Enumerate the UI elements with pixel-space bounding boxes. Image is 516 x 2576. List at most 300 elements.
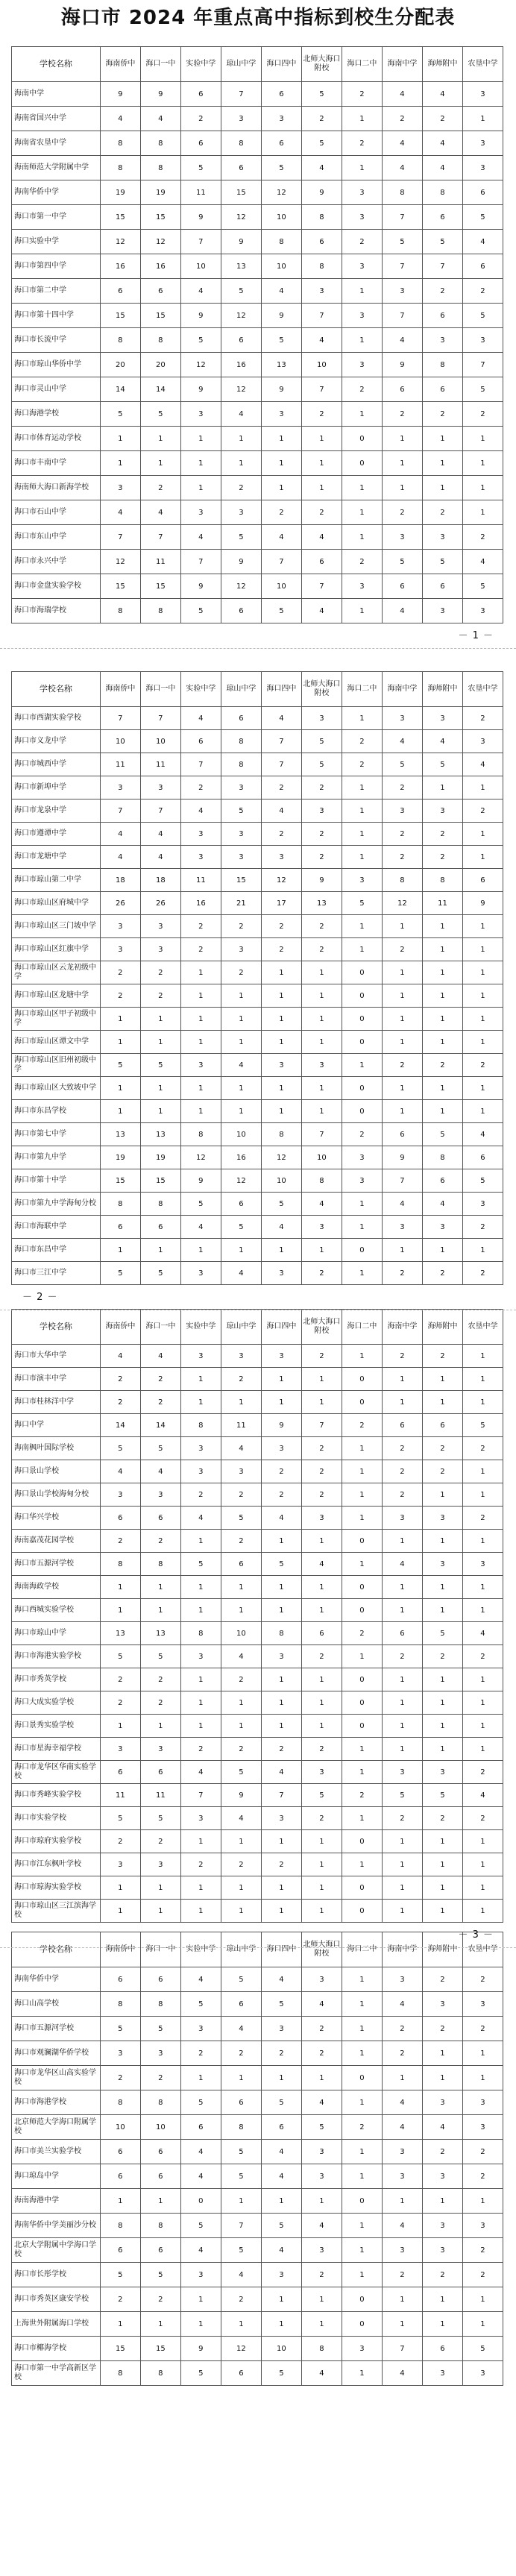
quota-cell: 3 <box>180 2017 221 2041</box>
school-name-cell: 北京大学附属中学海口学校 <box>12 2238 101 2263</box>
table-row <box>12 1262 503 1285</box>
column-header-school-name: 学校名称 <box>12 1932 101 1967</box>
school-name-cell: 海口市第一中学 <box>12 205 101 230</box>
quota-cell: 7 <box>261 753 301 776</box>
table-row <box>12 1761 503 1784</box>
quota-cell: 1 <box>140 1100 180 1123</box>
quota-cell: 3 <box>342 1146 382 1169</box>
quota-cell: 3 <box>462 2361 503 2386</box>
school-name-cell: 海口市琼山区三门坡中学 <box>12 915 101 938</box>
quota-cell: 5 <box>261 2361 301 2386</box>
quota-cell: 2 <box>301 776 342 799</box>
quota-cell: 2 <box>462 1262 503 1285</box>
quota-cell: 2 <box>140 984 180 1008</box>
quota-cell: 3 <box>100 1853 140 1876</box>
school-name-cell: 海口市琼山区云龙初级中学 <box>12 961 101 984</box>
quota-cell: 3 <box>342 869 382 892</box>
quota-cell: 1 <box>221 1876 261 1900</box>
allocation-table <box>11 671 503 1285</box>
quota-cell: 2 <box>301 1645 342 1668</box>
quota-cell: 3 <box>462 730 503 753</box>
column-header: 农垦中学 <box>462 1310 503 1345</box>
quota-cell: 1 <box>382 1576 422 1599</box>
quota-cell: 1 <box>261 1691 301 1715</box>
quota-cell: 1 <box>462 2189 503 2214</box>
column-header: 海南中学 <box>382 1310 422 1345</box>
table-row <box>12 1830 503 1853</box>
table-row <box>12 1807 503 1830</box>
quota-cell: 1 <box>462 1530 503 1553</box>
quota-cell: 2 <box>301 2041 342 2066</box>
quota-cell: 17 <box>261 892 301 915</box>
quota-cell: 2 <box>261 915 301 938</box>
quota-cell: 1 <box>221 451 261 476</box>
quota-cell: 2 <box>100 2287 140 2312</box>
quota-cell: 6 <box>221 1992 261 2017</box>
quota-cell: 1 <box>342 1992 382 2017</box>
quota-cell: 4 <box>100 107 140 131</box>
quota-cell: 3 <box>462 82 503 107</box>
quota-cell: 4 <box>261 1216 301 1239</box>
quota-cell: 3 <box>382 2140 422 2164</box>
school-name-cell: 海口市长彤学校 <box>12 2263 101 2287</box>
quota-cell: 0 <box>342 961 382 984</box>
quota-cell: 1 <box>422 1483 462 1507</box>
quota-cell: 1 <box>422 1008 462 1031</box>
school-name-cell: 海口市琼山区红旗中学 <box>12 938 101 961</box>
school-name-cell: 海口市琼山区龙塘中学 <box>12 984 101 1008</box>
quota-cell: 1 <box>100 1077 140 1100</box>
quota-cell: 7 <box>261 730 301 753</box>
quota-cell: 1 <box>342 279 382 304</box>
quota-cell: 2 <box>221 1530 261 1553</box>
quota-cell: 13 <box>140 1622 180 1645</box>
quota-cell: 1 <box>261 1391 301 1414</box>
quota-cell: 5 <box>140 1437 180 1460</box>
table-row <box>12 1967 503 1992</box>
column-header: 海口二中 <box>342 47 382 82</box>
quota-cell: 1 <box>462 427 503 451</box>
quota-cell: 4 <box>261 1507 301 1530</box>
quota-cell: 1 <box>342 2238 382 2263</box>
quota-cell: 1 <box>342 1054 382 1077</box>
quota-cell: 1 <box>342 1645 382 1668</box>
quota-cell: 6 <box>422 205 462 230</box>
school-name-cell: 上海世外附属海口学校 <box>12 2312 101 2337</box>
table-row <box>12 1691 503 1715</box>
quota-cell: 2 <box>462 1437 503 1460</box>
quota-cell: 0 <box>342 1368 382 1391</box>
quota-cell: 3 <box>301 2164 342 2189</box>
quota-cell: 2 <box>180 1483 221 1507</box>
quota-cell: 1 <box>261 1715 301 1738</box>
quota-cell: 2 <box>462 402 503 427</box>
quota-cell: 4 <box>462 1622 503 1645</box>
page-number: － 3 － <box>458 1929 494 1941</box>
quota-cell: 2 <box>382 1807 422 1830</box>
column-header: 海口四中 <box>261 1932 301 1967</box>
quota-cell: 8 <box>180 1414 221 1437</box>
quota-cell: 6 <box>100 1761 140 1784</box>
quota-cell: 1 <box>180 984 221 1008</box>
quota-cell: 1 <box>342 599 382 623</box>
quota-cell: 1 <box>422 451 462 476</box>
column-header: 海口四中 <box>261 1310 301 1345</box>
table-row <box>12 2066 503 2090</box>
quota-cell: 4 <box>140 107 180 131</box>
quota-cell: 8 <box>301 2337 342 2361</box>
quota-cell: 8 <box>422 869 462 892</box>
quota-cell: 10 <box>100 730 140 753</box>
quota-cell: 4 <box>462 1123 503 1146</box>
quota-cell: 3 <box>180 1345 221 1368</box>
quota-cell: 13 <box>261 353 301 377</box>
quota-cell: 1 <box>261 1900 301 1923</box>
quota-cell: 1 <box>462 1691 503 1715</box>
quota-cell: 2 <box>221 915 261 938</box>
quota-cell: 7 <box>382 2337 422 2361</box>
table-row <box>12 1437 503 1460</box>
quota-cell: 1 <box>462 915 503 938</box>
quota-cell: 3 <box>301 1967 342 1992</box>
quota-cell: 3 <box>422 1507 462 1530</box>
quota-cell: 6 <box>140 2164 180 2189</box>
quota-cell: 4 <box>221 2017 261 2041</box>
quota-cell: 1 <box>382 1077 422 1100</box>
school-name-cell: 海口市海港学校 <box>12 2090 101 2115</box>
table-row <box>12 500 503 525</box>
quota-cell: 8 <box>140 1193 180 1216</box>
quota-cell: 4 <box>462 753 503 776</box>
quota-cell: 2 <box>462 707 503 730</box>
quota-cell: 1 <box>301 2066 342 2090</box>
quota-cell: 4 <box>382 131 422 156</box>
quota-cell: 1 <box>342 328 382 353</box>
quota-cell: 1 <box>422 1239 462 1262</box>
quota-cell: 6 <box>180 131 221 156</box>
table-row <box>12 131 503 156</box>
quota-cell: 2 <box>422 402 462 427</box>
quota-cell: 3 <box>261 1345 301 1368</box>
quota-cell: 3 <box>261 107 301 131</box>
quota-cell: 1 <box>422 427 462 451</box>
quota-cell: 2 <box>301 1262 342 1285</box>
quota-cell: 9 <box>180 574 221 599</box>
column-header: 海南侨中 <box>100 672 140 707</box>
school-name-cell: 海口市三江中学 <box>12 1262 101 1285</box>
quota-cell: 2 <box>342 1123 382 1146</box>
quota-cell: 2 <box>100 2066 140 2090</box>
quota-cell: 1 <box>140 1876 180 1900</box>
quota-cell: 5 <box>462 1414 503 1437</box>
quota-cell: 1 <box>462 1900 503 1923</box>
quota-cell: 5 <box>301 2115 342 2140</box>
quota-cell: 6 <box>140 1967 180 1992</box>
quota-cell: 8 <box>140 1553 180 1576</box>
quota-cell: 1 <box>180 1530 221 1553</box>
quota-cell: 2 <box>261 2041 301 2066</box>
quota-cell: 1 <box>261 1876 301 1900</box>
quota-cell: 3 <box>301 707 342 730</box>
quota-cell: 2 <box>261 500 301 525</box>
quota-cell: 3 <box>342 2337 382 2361</box>
quota-cell: 19 <box>140 1146 180 1169</box>
quota-cell: 1 <box>221 1599 261 1622</box>
quota-cell: 4 <box>221 2263 261 2287</box>
quota-cell: 4 <box>221 1437 261 1460</box>
quota-cell: 15 <box>100 205 140 230</box>
quota-cell: 1 <box>261 1576 301 1599</box>
quota-cell: 3 <box>180 1645 221 1668</box>
quota-cell: 1 <box>301 1100 342 1123</box>
table-row <box>12 1216 503 1239</box>
quota-cell: 1 <box>462 961 503 984</box>
quota-cell: 2 <box>140 2287 180 2312</box>
quota-cell: 3 <box>382 707 422 730</box>
quota-cell: 6 <box>382 377 422 402</box>
table-row <box>12 1715 503 1738</box>
table-row <box>12 230 503 254</box>
quota-cell: 13 <box>100 1123 140 1146</box>
quota-cell: 3 <box>422 707 462 730</box>
quota-cell: 2 <box>261 1853 301 1876</box>
table-row <box>12 753 503 776</box>
school-name-cell: 海口市观澜湖华侨学校 <box>12 2041 101 2066</box>
table-row <box>12 2312 503 2337</box>
quota-cell: 4 <box>422 2115 462 2140</box>
table-row <box>12 107 503 131</box>
quota-cell: 4 <box>100 846 140 869</box>
school-name-cell: 海口景秀实验学校 <box>12 1715 101 1738</box>
quota-cell: 1 <box>422 938 462 961</box>
quota-cell: 2 <box>180 915 221 938</box>
quota-cell: 2 <box>462 525 503 550</box>
quota-cell: 3 <box>261 846 301 869</box>
quota-cell: 5 <box>180 599 221 623</box>
quota-cell: 1 <box>301 1900 342 1923</box>
quota-cell: 6 <box>462 254 503 279</box>
quota-cell: 5 <box>221 2164 261 2189</box>
quota-cell: 2 <box>140 1668 180 1691</box>
quota-cell: 15 <box>221 869 261 892</box>
quota-cell: 1 <box>261 984 301 1008</box>
quota-cell: 15 <box>140 1169 180 1193</box>
quota-cell: 1 <box>180 451 221 476</box>
quota-cell: 1 <box>382 2312 422 2337</box>
quota-cell: 13 <box>140 1123 180 1146</box>
table-row <box>12 1146 503 1169</box>
quota-cell: 1 <box>301 1715 342 1738</box>
quota-cell: 1 <box>100 1008 140 1031</box>
quota-cell: 2 <box>261 1738 301 1761</box>
quota-cell: 5 <box>382 550 422 574</box>
quota-cell: 2 <box>221 2287 261 2312</box>
school-name-cell: 海口海港学校 <box>12 402 101 427</box>
quota-cell: 3 <box>422 1553 462 1576</box>
table-row <box>12 2140 503 2164</box>
quota-cell: 3 <box>221 1345 261 1368</box>
quota-cell: 3 <box>261 2263 301 2287</box>
table-row <box>12 205 503 230</box>
school-name-cell: 海口市义龙中学 <box>12 730 101 753</box>
table-row <box>12 353 503 377</box>
quota-cell: 3 <box>382 1761 422 1784</box>
quota-cell: 1 <box>342 2214 382 2238</box>
quota-cell: 8 <box>261 1622 301 1645</box>
quota-cell: 2 <box>382 1437 422 1460</box>
quota-cell: 4 <box>382 2115 422 2140</box>
school-name-cell: 海口市城西中学 <box>12 753 101 776</box>
school-name-cell: 海口市大华中学 <box>12 1345 101 1368</box>
school-name-cell: 海口市海联中学 <box>12 1216 101 1239</box>
quota-cell: 5 <box>221 1507 261 1530</box>
table-row <box>12 525 503 550</box>
quota-cell: 2 <box>301 938 342 961</box>
quota-cell: 5 <box>100 1645 140 1668</box>
quota-cell: 5 <box>422 1622 462 1645</box>
quota-cell: 6 <box>140 1216 180 1239</box>
quota-cell: 1 <box>140 1008 180 1031</box>
quota-cell: 2 <box>422 1054 462 1077</box>
quota-cell: 1 <box>342 2361 382 2386</box>
quota-cell: 4 <box>301 328 342 353</box>
quota-cell: 4 <box>422 730 462 753</box>
quota-cell: 4 <box>261 525 301 550</box>
quota-cell: 1 <box>301 1368 342 1391</box>
quota-cell: 4 <box>382 1992 422 2017</box>
quota-cell: 2 <box>462 2164 503 2189</box>
quota-cell: 2 <box>462 279 503 304</box>
quota-cell: 4 <box>261 799 301 823</box>
quota-cell: 15 <box>100 304 140 328</box>
school-name-cell: 海口市东昌中学 <box>12 1239 101 1262</box>
school-name-cell: 海口市琼山华侨中学 <box>12 353 101 377</box>
quota-cell: 20 <box>140 353 180 377</box>
column-header: 农垦中学 <box>462 1932 503 1967</box>
quota-cell: 0 <box>180 2189 221 2214</box>
quota-cell: 3 <box>100 915 140 938</box>
quota-cell: 0 <box>342 427 382 451</box>
quota-cell: 6 <box>100 2140 140 2164</box>
quota-cell: 1 <box>382 1391 422 1414</box>
quota-cell: 1 <box>301 984 342 1008</box>
column-header: 实验中学 <box>180 1932 221 1967</box>
quota-cell: 4 <box>221 1054 261 1077</box>
quota-cell: 0 <box>342 984 382 1008</box>
school-name-cell: 海口市琼山第二中学 <box>12 869 101 892</box>
quota-cell: 3 <box>422 2361 462 2386</box>
quota-cell: 3 <box>462 156 503 180</box>
quota-cell: 3 <box>180 2263 221 2287</box>
quota-cell: 1 <box>180 1368 221 1391</box>
quota-cell: 2 <box>261 1460 301 1483</box>
school-name-cell: 海南省农垦中学 <box>12 131 101 156</box>
quota-cell: 10 <box>261 574 301 599</box>
quota-cell: 1 <box>301 427 342 451</box>
quota-cell: 5 <box>140 2017 180 2041</box>
table-row <box>12 1414 503 1437</box>
quota-cell: 3 <box>462 2214 503 2238</box>
quota-cell: 1 <box>462 1391 503 1414</box>
quota-cell: 3 <box>382 799 422 823</box>
quota-cell: 1 <box>422 1391 462 1414</box>
quota-cell: 5 <box>301 82 342 107</box>
quota-cell: 4 <box>382 1553 422 1576</box>
table-row <box>12 2090 503 2115</box>
quota-cell: 3 <box>301 799 342 823</box>
quota-cell: 3 <box>462 2090 503 2115</box>
quota-cell: 5 <box>221 525 261 550</box>
quota-cell: 1 <box>180 2287 221 2312</box>
school-name-cell: 海口市丰南中学 <box>12 451 101 476</box>
quota-cell: 3 <box>422 525 462 550</box>
quota-cell: 26 <box>100 892 140 915</box>
quota-cell: 5 <box>261 1553 301 1576</box>
school-name-cell: 海口市金盘实验学校 <box>12 574 101 599</box>
quota-cell: 2 <box>301 846 342 869</box>
column-header: 北师大海口附校 <box>301 1932 342 1967</box>
quota-cell: 0 <box>342 1576 382 1599</box>
quota-cell: 7 <box>221 82 261 107</box>
quota-cell: 3 <box>382 2164 422 2189</box>
quota-cell: 10 <box>140 2115 180 2140</box>
table-header-row <box>12 1932 503 1967</box>
quota-cell: 2 <box>462 1507 503 1530</box>
quota-cell: 4 <box>422 156 462 180</box>
quota-cell: 1 <box>462 938 503 961</box>
quota-cell: 6 <box>382 1622 422 1645</box>
quota-cell: 8 <box>422 1146 462 1169</box>
quota-cell: 2 <box>221 1368 261 1391</box>
quota-cell: 2 <box>422 279 462 304</box>
quota-cell: 1 <box>140 1599 180 1622</box>
table-row <box>12 328 503 353</box>
quota-cell: 2 <box>140 1391 180 1414</box>
school-name-cell: 海南嘉茂花园学校 <box>12 1530 101 1553</box>
quota-cell: 2 <box>342 377 382 402</box>
quota-cell: 2 <box>342 753 382 776</box>
quota-cell: 1 <box>462 1853 503 1876</box>
quota-cell: 1 <box>140 2312 180 2337</box>
quota-cell: 5 <box>261 1193 301 1216</box>
column-header: 海口四中 <box>261 47 301 82</box>
quota-cell: 7 <box>462 353 503 377</box>
quota-cell: 5 <box>140 1054 180 1077</box>
quota-cell: 2 <box>140 1368 180 1391</box>
quota-cell: 3 <box>422 2164 462 2189</box>
school-name-cell: 海口大成实验学校 <box>12 1691 101 1715</box>
quota-cell: 13 <box>221 254 261 279</box>
quota-cell: 2 <box>342 2115 382 2140</box>
quota-cell: 3 <box>180 846 221 869</box>
quota-cell: 1 <box>462 1460 503 1483</box>
column-header: 琼山中学 <box>221 1932 261 1967</box>
school-name-cell: 海口市琼山区旧州初级中学 <box>12 1054 101 1077</box>
quota-cell: 2 <box>382 402 422 427</box>
quota-cell: 1 <box>382 984 422 1008</box>
quota-cell: 5 <box>261 2214 301 2238</box>
quota-cell: 1 <box>422 1100 462 1123</box>
table-page-2 <box>11 671 503 1285</box>
page-divider <box>0 1947 516 1948</box>
quota-cell: 2 <box>382 846 422 869</box>
quota-cell: 14 <box>100 1414 140 1437</box>
quota-cell: 1 <box>180 1715 221 1738</box>
quota-cell: 0 <box>342 1830 382 1853</box>
quota-cell: 7 <box>140 707 180 730</box>
quota-cell: 5 <box>140 2263 180 2287</box>
quota-cell: 2 <box>140 1830 180 1853</box>
